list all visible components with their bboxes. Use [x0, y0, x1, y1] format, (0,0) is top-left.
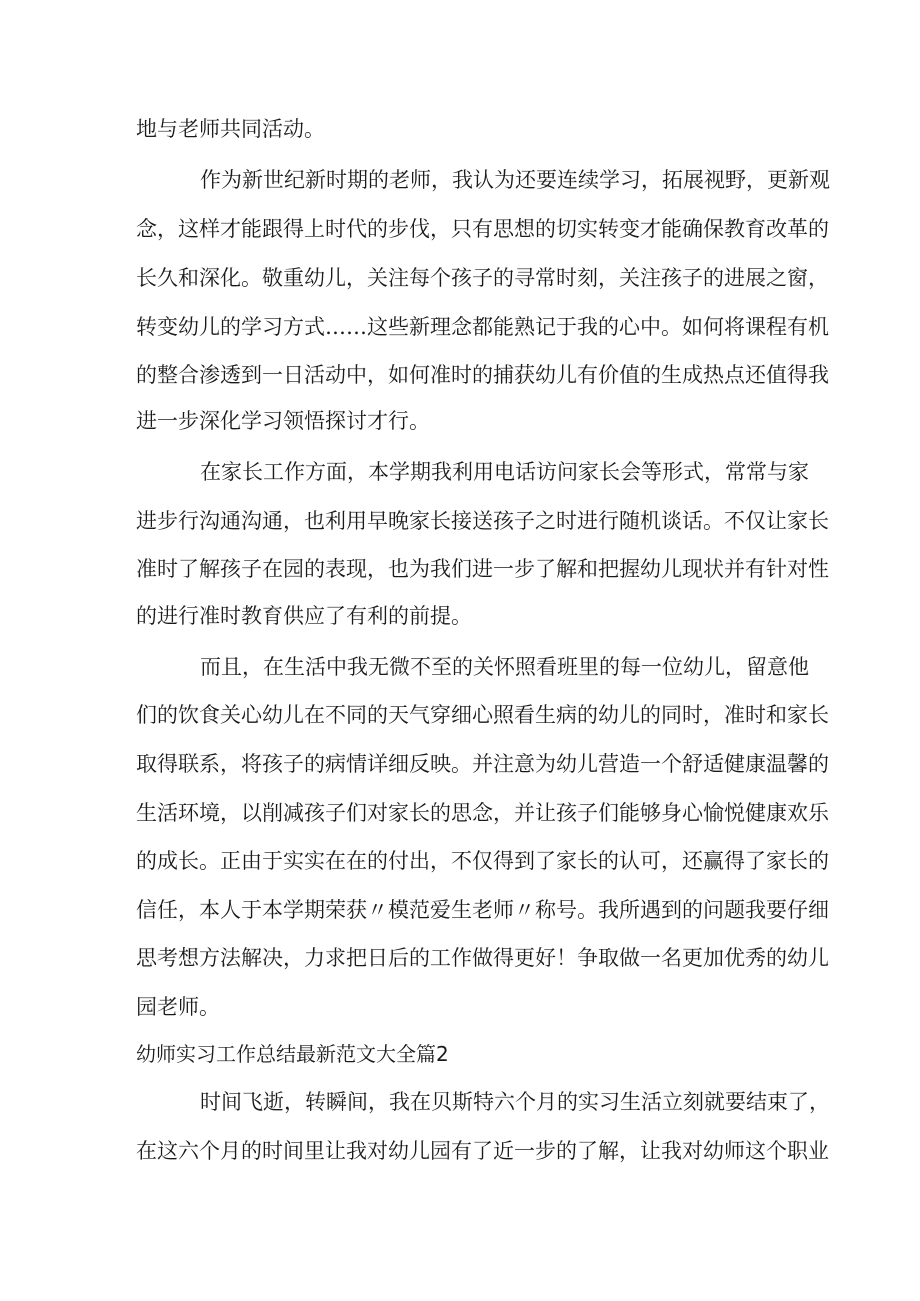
paragraph-line: 准时了解孩子在园的表现，也为我们进一步了解和把握幼儿现状并有针对性	[136, 557, 829, 581]
paragraph-line: 进步行沟通沟通，也利用早晚家长接送孩子之时进行随机谈话。不仅让家长	[136, 509, 829, 533]
paragraph-line: 在家长工作方面，本学期我利用电话访问家长会等形式，常常与家	[200, 460, 809, 484]
paragraph-line: 思考想方法解决，力求把日后的工作做得更好！争取做一名更加优秀的幼儿	[136, 946, 829, 970]
paragraph-line: 念，这样才能跟得上时代的步伐，只有思想的切实转变才能确保教育改革的	[136, 217, 829, 241]
paragraph-line: 的整合渗透到一日活动中，如何准时的捕获幼儿有价值的生成热点还值得我	[136, 363, 829, 387]
paragraph-line: 而且，在生活中我无微不至的关怀照看班里的每一位幼儿，留意他	[200, 655, 809, 679]
paragraph-line: 地与老师共同活动。	[136, 117, 325, 141]
paragraph-line: 园老师。	[136, 995, 220, 1019]
paragraph-line: 时间飞逝，转瞬间，我在贝斯特六个月的实习生活立刻就要结束了，	[200, 1090, 830, 1114]
section-heading: 幼师实习工作总结最新范文大全篇2	[136, 1042, 449, 1066]
paragraph-line: 的进行准时教育供应了有利的前提。	[136, 604, 472, 628]
paragraph-line: 生活环境，以削减孩子们对家长的思念，并让孩子们能够身心愉悦健康欢乐	[136, 801, 829, 825]
paragraph-line: 长久和深化。敬重幼儿，关注每个孩子的寻常时刻，关注孩子的进展之窗，	[136, 266, 829, 290]
paragraph-line: 转变幼儿的学习方式……这些新理念都能熟记于我的心中。如何将课程有机	[136, 315, 829, 339]
paragraph-line: 进一步深化学习领悟探讨才行。	[136, 409, 430, 433]
paragraph-line: 作为新世纪新时期的老师，我认为还要连续学习，拓展视野，更新观	[200, 168, 830, 192]
paragraph-line: 们的饮食关心幼儿在不同的天气穿细心照看生病的幼儿的同时，准时和家长	[136, 703, 829, 727]
paragraph-line: 的成长。正由于实实在在的付出，不仅得到了家长的认可，还赢得了家长的	[136, 849, 829, 873]
paragraph-line: 在这六个月的时间里让我对幼儿园有了近一步的了解，让我对幼师这个职业	[136, 1139, 829, 1163]
paragraph-line: 取得联系，将孩子的病情详细反映。并注意为幼儿营造一个舒适健康温馨的	[136, 752, 829, 776]
paragraph-line: 信任，本人于本学期荣获〃模范爱生老师〃称号。我所遇到的问题我要仔细	[136, 898, 829, 922]
